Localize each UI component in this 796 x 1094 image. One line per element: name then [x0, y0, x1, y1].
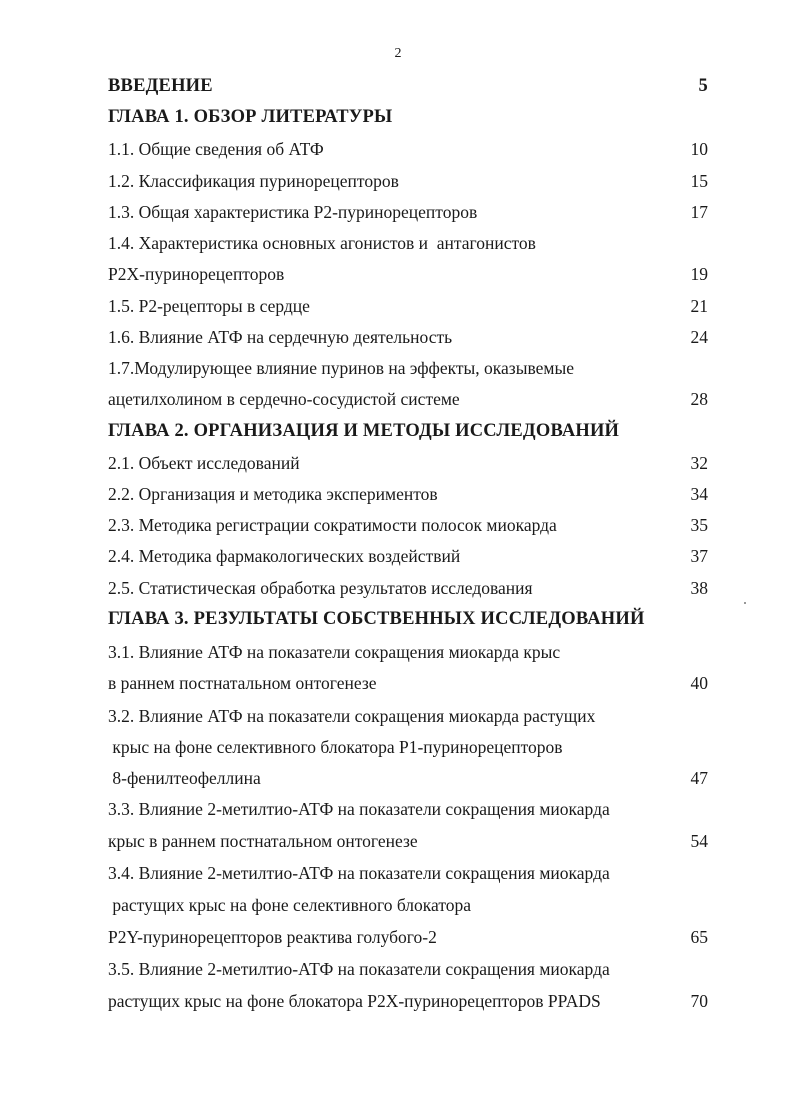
toc-page-number: 10 — [690, 139, 708, 159]
toc-entry-text: 1.2. Классификация пуринорецепторов — [108, 171, 399, 191]
toc-entry-text: в раннем постнатальном онтогенезе — [108, 673, 377, 693]
toc-entry-text: ГЛАВА 3. РЕЗУЛЬТАТЫ СОБСТВЕННЫХ ИССЛЕДОВАНИЙ — [108, 609, 645, 629]
toc-entry-text: Р2Х-пуринорецепторов — [108, 264, 285, 284]
toc-entry-text: 2.5. Статистическая обработка результатов исследования — [108, 578, 533, 598]
toc-entry-text: 1.6. Влияние АТФ на сердечную деятельность — [108, 327, 453, 347]
toc-entry-text: 1.4. Характеристика основных агонистов и антагонистов — [108, 233, 536, 253]
toc-page-number: 24 — [690, 327, 708, 347]
toc-entry-text: 3.3. Влияние 2-метилтио-АТФ на показатели сокращения миокарда — [108, 799, 610, 819]
toc-entry-text: растущих крыс на фоне селективного блокатора — [108, 895, 472, 915]
toc-entry-text: ГЛАВА 2. ОРГАНИЗАЦИЯ И МЕТОДЫ ИССЛЕДОВАНИЙ — [108, 421, 620, 441]
toc-entry-text: ВВЕДЕНИЕ — [108, 76, 213, 96]
toc-entry-text: 3.4. Влияние 2-метилтио-АТФ на показатели сокращения миокарда — [108, 863, 610, 883]
toc-page-number: 37 — [690, 546, 708, 566]
toc-page-number: 17 — [690, 202, 708, 222]
toc-entry-text: ГЛАВА 1. ОБЗОР ЛИТЕРАТУРЫ — [108, 107, 393, 127]
toc-page-number: 34 — [690, 484, 708, 504]
toc-entry-text: 1.3. Общая характеристика Р2-пуринорецепторов — [108, 202, 478, 222]
toc-entry-text: 1.1. Общие сведения об АТФ — [108, 139, 324, 159]
toc-entry-text: 3.2. Влияние АТФ на показатели сокращения миокарда растущих — [108, 706, 596, 726]
toc-page-number: 65 — [690, 927, 708, 947]
toc-page-number: 47 — [690, 768, 708, 788]
toc-page-number: 70 — [690, 991, 708, 1011]
page-number: 2 — [394, 46, 402, 61]
toc-page-number: 40 — [690, 673, 708, 693]
toc-page-number: 28 — [690, 389, 708, 409]
toc-entry-text: 8-фенилтеофеллина — [108, 768, 261, 788]
scan-speck — [744, 602, 746, 604]
toc-page-number: 19 — [690, 264, 708, 284]
toc-page-number: 21 — [690, 296, 708, 316]
toc-page-number: 32 — [690, 453, 708, 473]
toc-entry-text: крыс в раннем постнатальном онтогенезе — [108, 831, 418, 851]
toc-entry-text: 3.1. Влияние АТФ на показатели сокращения миокарда крыс — [108, 642, 561, 662]
toc-entry-text: растущих крыс на фоне блокатора Р2Х-пуринорецепторов PPADS — [108, 991, 601, 1011]
toc-entry-text: ацетилхолином в сердечно-сосудистой системе — [108, 389, 460, 409]
toc-entry-text: 2.3. Методика регистрации сократимости полосок миокарда — [108, 515, 557, 535]
toc-entry-text: 1.5. Р2-рецепторы в сердце — [108, 296, 310, 316]
toc-page-number: 38 — [690, 578, 708, 598]
toc-entry-text: крыс на фоне селективного блокатора Р1-пуринорецепторов — [108, 737, 563, 757]
toc-entry-text: 2.1. Объект исследований — [108, 453, 300, 473]
toc-page-number: 15 — [690, 171, 708, 191]
toc-entry-text: 3.5. Влияние 2-метилтио-АТФ на показатели сокращения миокарда — [108, 959, 610, 979]
toc-entry-text: 2.4. Методика фармакологических воздействий — [108, 546, 461, 566]
toc-entry-text: Р2Y-пуринорецепторов реактива голубого-2 — [108, 927, 437, 947]
toc-page-number: 54 — [690, 831, 708, 851]
toc-entry-text: 2.2. Организация и методика экспериментов — [108, 484, 438, 504]
toc-entry-text: 1.7.Модулирующее влияние пуринов на эффекты, оказывемые — [108, 358, 575, 378]
toc-page-number: 35 — [690, 515, 708, 535]
toc-page-number: 5 — [698, 76, 708, 96]
